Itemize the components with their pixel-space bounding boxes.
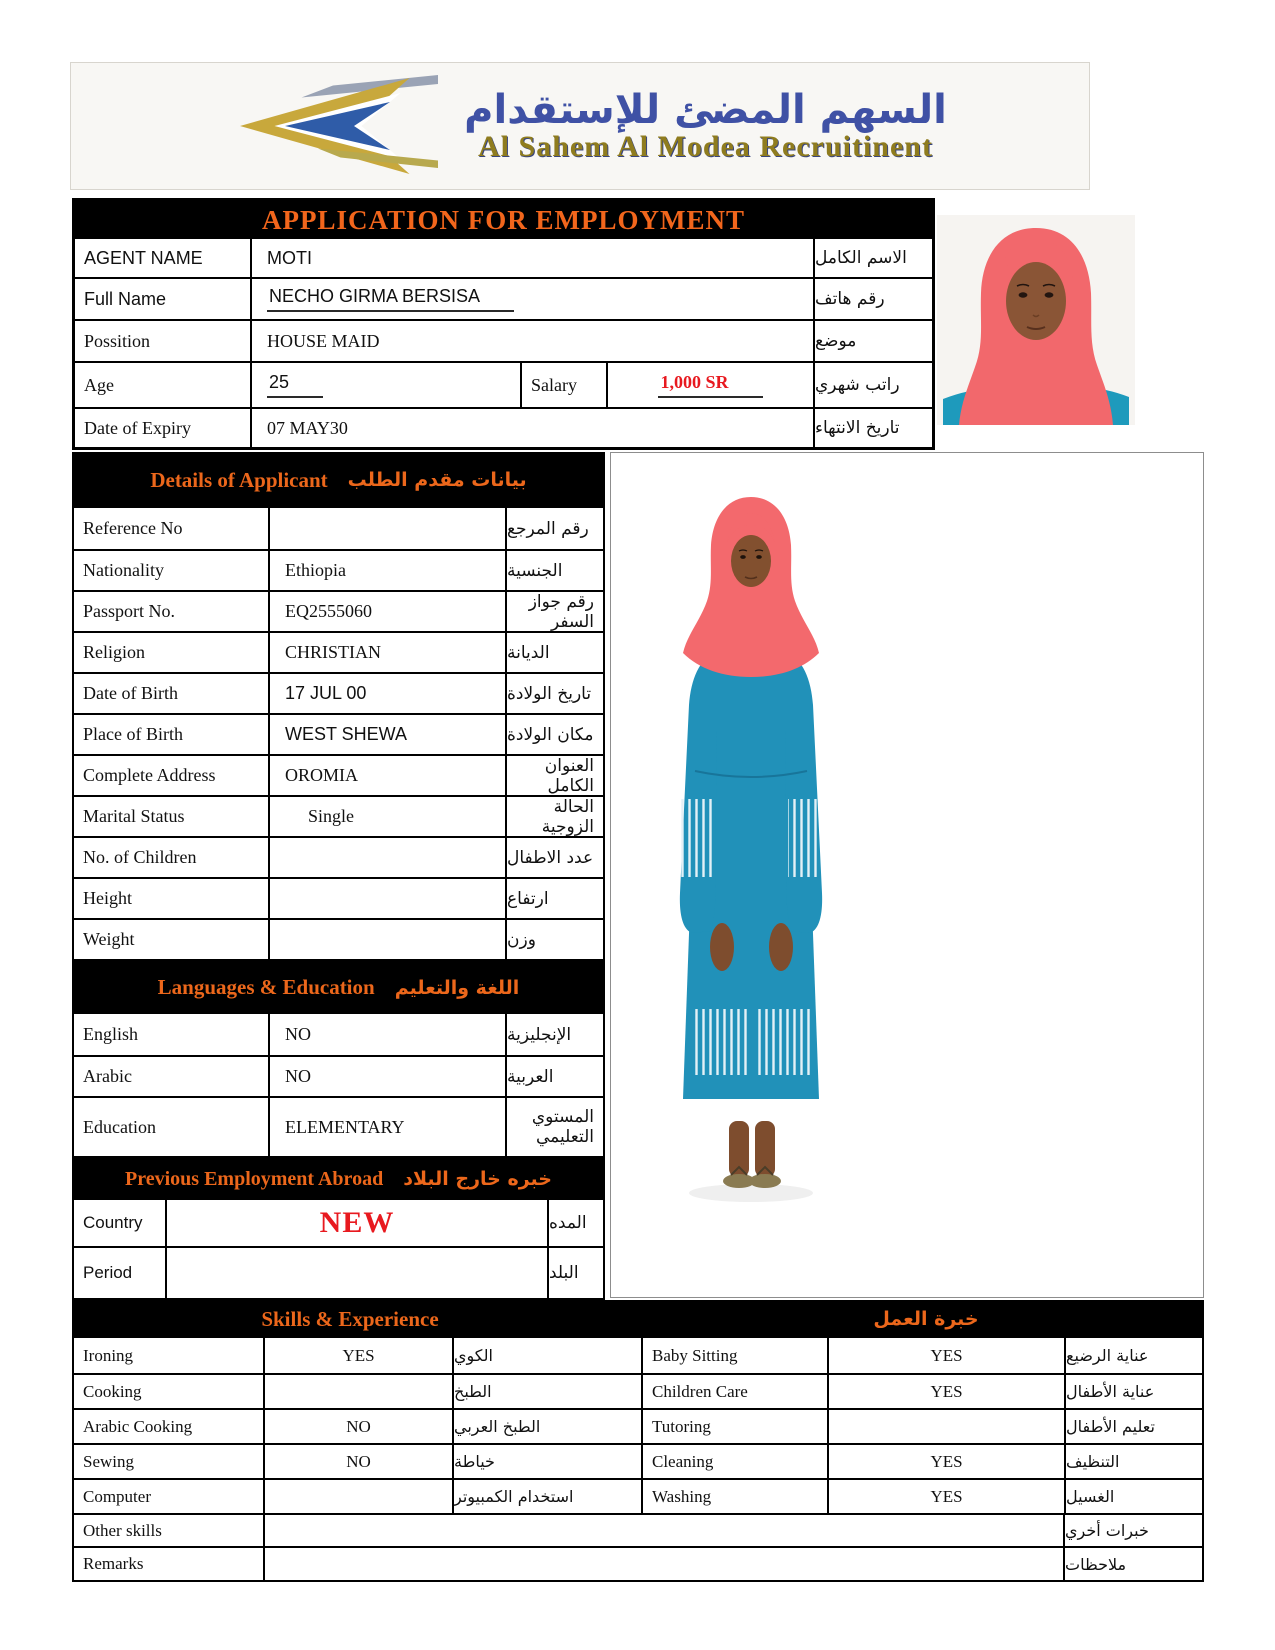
field-value: OROMIA xyxy=(268,756,505,795)
row-no-of-children xyxy=(74,836,603,877)
field-value: NEW xyxy=(165,1200,547,1246)
skill-label-arabic: الغسيل xyxy=(1064,1480,1202,1513)
field-value xyxy=(165,1248,547,1298)
applicant-portrait-photo xyxy=(937,215,1135,425)
field-value xyxy=(268,920,505,959)
row-nationality xyxy=(74,549,603,590)
skill-value: YES xyxy=(827,1445,1064,1478)
applicant-full-body-photo xyxy=(610,452,1204,1298)
skill-value xyxy=(263,1480,452,1513)
hand xyxy=(769,923,793,971)
position-value: HOUSE MAID xyxy=(250,321,813,361)
field-value: ELEMENTARY xyxy=(268,1098,505,1156)
row-period xyxy=(74,1246,603,1298)
skill-label-arabic: عناية الأطفال xyxy=(1064,1375,1202,1408)
row-height xyxy=(74,877,603,918)
age-label: Age xyxy=(84,374,114,395)
skills-title-english: Skills & Experience xyxy=(261,1306,439,1331)
skill-label: Cleaning xyxy=(641,1445,827,1478)
skill-label-arabic: استخدام الكمبيوتر xyxy=(452,1480,641,1513)
row-reference-no xyxy=(74,508,603,549)
field-label-arabic: مكان الولادة xyxy=(505,715,603,754)
salary-label: Salary xyxy=(520,363,606,407)
field-label-arabic: عدد الاطفال xyxy=(505,838,603,877)
row-marital-status xyxy=(74,795,603,836)
date-of-expiry-label-arabic: تاريخ الانتهاء xyxy=(813,409,932,447)
skill-value: NO xyxy=(263,1410,452,1443)
row-position xyxy=(75,319,932,361)
previous-employment-section-header xyxy=(72,1158,605,1200)
skills-section xyxy=(72,1300,1204,1582)
field-label: English xyxy=(83,1024,139,1044)
row-place-of-birth xyxy=(74,713,603,754)
age-value: 25 xyxy=(250,363,520,407)
row-education xyxy=(74,1096,603,1156)
field-value: Single xyxy=(268,797,505,836)
field-value: Ethiopia xyxy=(268,551,505,590)
date-of-expiry-label: Date of Expiry xyxy=(84,417,191,438)
row-other-skills xyxy=(74,1513,1202,1546)
full-name-value: NECHO GIRMA BERSISA xyxy=(250,279,813,319)
row-full-name xyxy=(75,277,932,319)
details-title-arabic: بيانات مقدم الطلب xyxy=(347,469,527,491)
row-english xyxy=(74,1014,603,1055)
skill-label-arabic: الطبخ xyxy=(452,1375,641,1408)
agency-name-block xyxy=(464,89,947,163)
details-table xyxy=(72,508,605,961)
position-label-arabic: موضع xyxy=(813,321,932,361)
double-chevron-arrow-icon xyxy=(213,70,438,182)
skill-label: Arabic Cooking xyxy=(83,1416,193,1436)
employment-header-table xyxy=(72,198,935,450)
row-age-salary xyxy=(75,361,932,407)
details-title-english: Details of Applicant xyxy=(150,467,328,492)
row-sewing-cleaning xyxy=(74,1443,1202,1478)
field-label-arabic: وزن xyxy=(505,920,603,959)
salary-value: 1,000 SR xyxy=(606,363,813,407)
agency-name-english: Al Sahem Al Modea Recruitinent xyxy=(478,130,933,164)
field-label-arabic: الإنجليزية xyxy=(505,1014,603,1055)
skill-label: Cooking xyxy=(83,1381,142,1401)
field-label: Country xyxy=(83,1213,143,1232)
skill-value: NO xyxy=(263,1445,452,1478)
skill-label: Tutoring xyxy=(641,1410,827,1443)
salary-label-arabic: راتب شهري xyxy=(813,363,932,407)
skill-label: Ironing xyxy=(83,1345,134,1365)
languages-title-english: Languages & Education xyxy=(157,975,375,999)
field-label: Arabic xyxy=(83,1066,132,1086)
skills-section-header xyxy=(72,1300,1204,1338)
field-label-arabic: تاريخ الولادة xyxy=(505,674,603,713)
skill-label-arabic: الطبخ العربي xyxy=(452,1410,641,1443)
field-value: WEST SHEWA xyxy=(268,715,505,754)
field-label-arabic: الجنسية xyxy=(505,551,603,590)
skill-label-arabic: خياطة xyxy=(452,1445,641,1478)
skill-label-arabic: الكوي xyxy=(452,1338,641,1373)
skill-label-arabic: عناية الرضيع xyxy=(1064,1338,1202,1373)
skill-label: Baby Sitting xyxy=(641,1338,827,1373)
agent-name-label: AGENT NAME xyxy=(84,247,203,268)
field-label: Place of Birth xyxy=(83,724,183,744)
skill-label-arabic: خبرات أخري xyxy=(1063,1515,1202,1546)
row-ironing-babysitting xyxy=(74,1338,1202,1373)
field-label-arabic: رقم المرجع xyxy=(505,508,603,549)
field-label: Education xyxy=(83,1116,156,1137)
row-religion xyxy=(74,631,603,672)
field-label: Weight xyxy=(83,929,135,949)
date-of-expiry-value: 07 MAY30 xyxy=(250,409,813,447)
field-label-arabic: البلد xyxy=(547,1248,603,1298)
skill-value: YES xyxy=(827,1480,1064,1513)
row-date-of-birth xyxy=(74,672,603,713)
position-label: Possition xyxy=(84,330,151,351)
skill-label-arabic: تعليم الأطفال xyxy=(1064,1410,1202,1443)
field-label-arabic: المستوي التعليمي xyxy=(505,1098,603,1156)
field-label-arabic: العنوان الكامل xyxy=(505,756,603,795)
skill-label: Other skills xyxy=(83,1520,162,1540)
hand xyxy=(710,923,734,971)
field-label: No. of Children xyxy=(83,847,197,867)
applicant-details-column xyxy=(72,452,605,1300)
field-value xyxy=(268,838,505,877)
skills-table xyxy=(72,1338,1204,1582)
skill-value xyxy=(827,1410,1064,1443)
field-label-arabic: العربية xyxy=(505,1057,603,1096)
skill-label: Sewing xyxy=(83,1451,134,1471)
field-value: CHRISTIAN xyxy=(268,633,505,672)
row-computer-washing xyxy=(74,1478,1202,1513)
previous-employment-title-english: Previous Employment Abroad xyxy=(125,1167,384,1190)
row-date-of-expiry xyxy=(75,407,932,447)
skill-label: Computer xyxy=(83,1486,151,1506)
field-label: Height xyxy=(83,888,132,908)
row-country xyxy=(74,1200,603,1246)
agent-name-value: MOTI xyxy=(250,239,813,277)
row-agent-name xyxy=(75,239,932,277)
row-remarks xyxy=(74,1546,1202,1580)
row-arabic xyxy=(74,1055,603,1096)
skill-value: YES xyxy=(263,1338,452,1373)
languages-table xyxy=(72,1014,605,1158)
details-section-header xyxy=(72,452,605,508)
field-value: NO xyxy=(268,1057,505,1096)
field-label-arabic: ارتفاع xyxy=(505,879,603,918)
field-label-arabic: رقم جواز السفر xyxy=(505,592,603,631)
skill-label: Children Care xyxy=(641,1375,827,1408)
skill-label-arabic: ملاحظات xyxy=(1063,1548,1202,1580)
skill-label: Washing xyxy=(641,1480,827,1513)
field-label-arabic: المده xyxy=(547,1200,603,1246)
skill-label-arabic: التنظيف xyxy=(1064,1445,1202,1478)
field-value: NO xyxy=(268,1014,505,1055)
full-name-label-arabic: رقم هاتف xyxy=(813,279,932,319)
field-label: Marital Status xyxy=(83,806,185,826)
field-label: Passport No. xyxy=(83,601,176,621)
field-value xyxy=(268,879,505,918)
field-label-arabic: الحالة الزوجية xyxy=(505,797,603,836)
skill-label: Remarks xyxy=(83,1554,144,1573)
field-label: Nationality xyxy=(83,560,164,580)
field-value: 17 JUL 00 xyxy=(268,674,505,713)
field-label: Complete Address xyxy=(83,765,216,785)
skill-value xyxy=(263,1548,1063,1580)
agency-name-arabic: السهم المضئ للإستقدام xyxy=(464,87,947,134)
full-name-label: Full Name xyxy=(84,288,167,309)
field-label: Date of Birth xyxy=(83,683,178,703)
skill-value xyxy=(263,1515,1063,1546)
row-weight xyxy=(74,918,603,959)
languages-title-arabic: اللغة والتعليم xyxy=(394,976,520,999)
row-complete-address xyxy=(74,754,603,795)
row-arabiccooking-tutoring xyxy=(74,1408,1202,1443)
previous-employment-table xyxy=(72,1200,605,1300)
form-title: APPLICATION FOR EMPLOYMENT xyxy=(75,201,932,239)
field-label: Reference No xyxy=(83,518,183,538)
field-value xyxy=(268,508,505,549)
field-value: EQ2555060 xyxy=(268,592,505,631)
languages-section-header xyxy=(72,961,605,1014)
row-cooking-childrencare xyxy=(74,1373,1202,1408)
field-label: Period xyxy=(83,1263,133,1282)
full-body-illustration xyxy=(623,481,893,1241)
skills-title-arabic: خبرة العمل xyxy=(873,1308,979,1330)
previous-employment-title-arabic: خبره خارج البلاد xyxy=(403,1168,552,1190)
skill-value: YES xyxy=(827,1338,1064,1373)
row-passport-no xyxy=(74,590,603,631)
field-label-arabic: الديانة xyxy=(505,633,603,672)
agent-name-label-arabic: الاسم الكامل xyxy=(813,239,932,277)
headshot-illustration xyxy=(937,215,1135,425)
agency-logo-header xyxy=(70,62,1090,190)
skill-value: YES xyxy=(827,1375,1064,1408)
field-label: Religion xyxy=(83,642,145,662)
skill-value xyxy=(263,1375,452,1408)
